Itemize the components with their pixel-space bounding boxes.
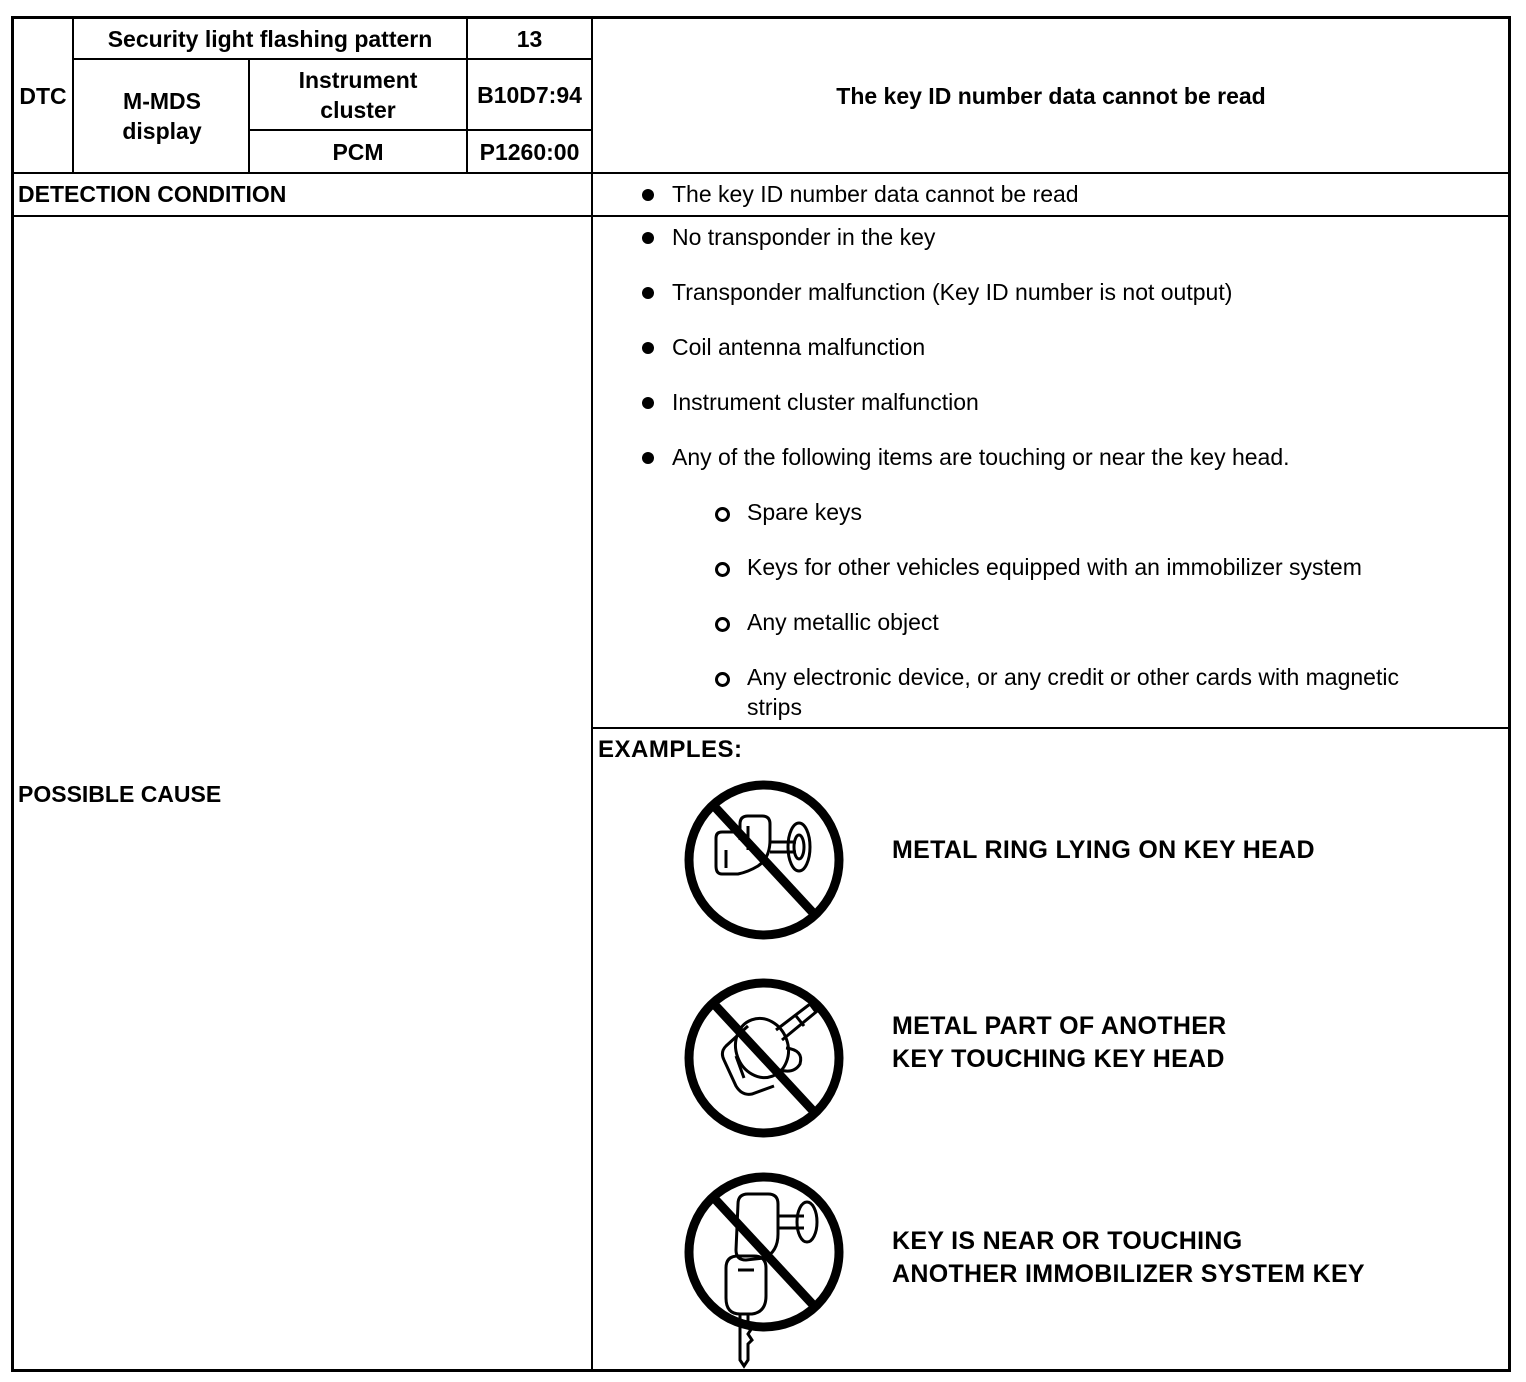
sub-bullet-icon bbox=[715, 672, 730, 687]
detection-item: The key ID number data cannot be read bbox=[672, 181, 1079, 207]
code-pcm: P1260:00 bbox=[479, 138, 580, 165]
sub-bullet-icon bbox=[715, 562, 730, 577]
detection-condition-label: DETECTION CONDITION bbox=[18, 181, 287, 207]
pattern-label: Security light flashing pattern bbox=[107, 25, 433, 52]
no-metal-key-part-icon bbox=[678, 978, 850, 1138]
bullet-icon bbox=[642, 189, 654, 201]
possible-cause-label: POSSIBLE CAUSE bbox=[18, 781, 222, 807]
divider bbox=[11, 215, 1511, 217]
cause-subitem: Any metallic object bbox=[747, 609, 939, 635]
bullet-icon bbox=[642, 287, 654, 299]
examples-title: EXAMPLES: bbox=[598, 736, 743, 763]
sub-bullet-icon bbox=[715, 617, 730, 632]
dtc-label: DTC bbox=[19, 82, 67, 109]
example-caption: METAL PART OF ANOTHER KEY TOUCHING KEY HEAD bbox=[892, 1012, 1227, 1073]
cause-subitem: Spare keys bbox=[747, 499, 863, 525]
mmds-display-label: M-MDS display bbox=[122, 88, 202, 144]
cause-item: Transponder malfunction (Key ID number is not output) bbox=[672, 279, 1233, 305]
no-metal-ring-icon bbox=[678, 780, 850, 940]
pattern-value: 13 bbox=[516, 25, 543, 52]
divider bbox=[11, 172, 1511, 174]
bullet-icon bbox=[642, 232, 654, 244]
cause-item: Any of the following items are touching or near the key head. bbox=[672, 444, 1290, 470]
module-pcm: PCM bbox=[332, 138, 384, 165]
cause-item: No transponder in the key bbox=[672, 224, 936, 250]
divider bbox=[591, 16, 593, 1372]
bullet-icon bbox=[642, 342, 654, 354]
dtc-title: The key ID number data cannot be read bbox=[836, 82, 1266, 109]
divider bbox=[591, 727, 1511, 729]
cause-item: Instrument cluster malfunction bbox=[672, 389, 979, 415]
example-caption: METAL RING LYING ON KEY HEAD bbox=[892, 836, 1315, 864]
example-caption: KEY IS NEAR OR TOUCHING ANOTHER IMMOBILIZER SYSTEM KEY bbox=[892, 1227, 1365, 1288]
cause-item: Coil antenna malfunction bbox=[672, 334, 926, 360]
bullet-icon bbox=[642, 397, 654, 409]
module-instrument-cluster: Instrument cluster bbox=[298, 66, 418, 123]
code-instrument-cluster: B10D7:94 bbox=[477, 81, 582, 108]
sub-bullet-icon bbox=[715, 507, 730, 522]
cause-subitem: Keys for other vehicles equipped with an immobilizer system bbox=[747, 554, 1362, 580]
bullet-icon bbox=[642, 452, 654, 464]
no-other-immobilizer-key-icon bbox=[678, 1172, 850, 1372]
cause-subitem: Any electronic device, or any credit or other cards with magnetic strips bbox=[747, 664, 1399, 720]
